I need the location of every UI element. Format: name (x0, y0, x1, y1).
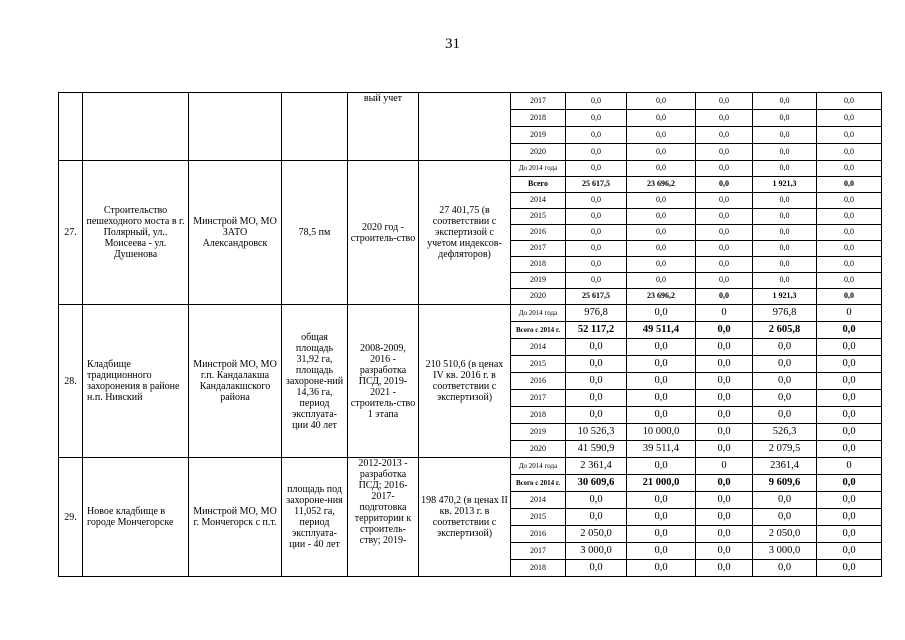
value-cell: 0,0 (696, 543, 753, 560)
year-cell: 2018 (511, 407, 566, 424)
year-cell: Всего с 2014 г. (511, 475, 566, 492)
value-cell: 0,0 (696, 110, 753, 127)
num-cell (59, 93, 83, 161)
value-cell: 0,0 (566, 407, 627, 424)
value-cell: 39 511,4 (627, 441, 696, 458)
value-cell: 0,0 (627, 257, 696, 273)
value-cell: 0,0 (627, 305, 696, 322)
value-cell: 0,0 (753, 560, 817, 577)
year-cell: 2015 (511, 509, 566, 526)
value-cell: 0,0 (817, 273, 882, 289)
value-cell: 0,0 (696, 475, 753, 492)
item-customer: Минстрой МО, МО г.п. Кандалакша Кандалакшского района (189, 305, 282, 458)
value-cell: 0,0 (817, 390, 882, 407)
value-cell: 0,0 (817, 209, 882, 225)
value-cell: 2361,4 (753, 458, 817, 475)
value-cell: 0,0 (817, 257, 882, 273)
value-cell: 0,0 (627, 225, 696, 241)
value-cell: 0,0 (696, 193, 753, 209)
value-cell: 0,0 (817, 110, 882, 127)
item-capacity: общая площадь 31,92 га, площадь захороне-ний 14,36 га, период эксплуата-ции 40 лет (282, 305, 348, 458)
value-cell: 0,0 (753, 492, 817, 509)
page-number: 31 (445, 36, 460, 52)
year-cell: 2020 (511, 144, 566, 161)
value-cell: 0,0 (753, 144, 817, 161)
item-customer: Минстрой МО, МО ЗАТО Александровск (189, 161, 282, 305)
year-cell: 2017 (511, 93, 566, 110)
year-cell: 2017 (511, 543, 566, 560)
value-cell: 0,0 (817, 543, 882, 560)
table-body (59, 93, 882, 577)
value-cell: 0,0 (817, 289, 882, 305)
year-cell: 2016 (511, 225, 566, 241)
value-cell: 0,0 (817, 356, 882, 373)
year-cell: До 2014 года (511, 305, 566, 322)
item-number: 29. (59, 458, 83, 577)
value-cell: 0,0 (566, 356, 627, 373)
capacity-cell (282, 93, 348, 161)
year-cell: Всего с 2014 г. (511, 322, 566, 339)
year-cell: 2017 (511, 390, 566, 407)
value-cell: 0,0 (696, 241, 753, 257)
table-row (59, 161, 882, 177)
value-cell: 0,0 (817, 241, 882, 257)
value-cell: 1 921,3 (753, 177, 817, 193)
value-cell: 2 605,8 (753, 322, 817, 339)
value-cell: 0,0 (817, 407, 882, 424)
year-cell: 2018 (511, 257, 566, 273)
item-name: Новое кладбище в городе Мончегорске (83, 458, 189, 577)
value-cell: 2 050,0 (566, 526, 627, 543)
value-cell: 23 696,2 (627, 289, 696, 305)
value-cell: 0 (817, 305, 882, 322)
value-cell: 0,0 (817, 161, 882, 177)
value-cell: 0,0 (817, 127, 882, 144)
cost-cell (419, 93, 511, 161)
year-cell: 2014 (511, 339, 566, 356)
value-cell: 0,0 (627, 110, 696, 127)
value-cell: 0,0 (753, 127, 817, 144)
value-cell: 0,0 (696, 441, 753, 458)
value-cell: 49 511,4 (627, 322, 696, 339)
item-cost: 198 470,2 (в ценах II кв. 2013 г. в соответствии с экспертизой) (419, 458, 511, 577)
value-cell: 0,0 (696, 225, 753, 241)
item-period: 2008-2009, 2016 - разработка ПСД, 2019-2021 - строитель-ство 1 этапа (348, 305, 419, 458)
value-cell: 0,0 (627, 407, 696, 424)
table-row (59, 93, 882, 110)
investment-table (58, 92, 882, 577)
value-cell: 0,0 (627, 509, 696, 526)
value-cell: 0,0 (696, 526, 753, 543)
value-cell: 25 617,5 (566, 177, 627, 193)
item-cost: 210 510,6 (в ценах IV кв. 2016 г. в соответствии с экспертизой) (419, 305, 511, 458)
item-capacity: 78,5 пм (282, 161, 348, 305)
value-cell: 0,0 (566, 110, 627, 127)
value-cell: 0,0 (696, 93, 753, 110)
value-cell: 0,0 (696, 127, 753, 144)
value-cell: 0,0 (627, 144, 696, 161)
value-cell: 0,0 (696, 322, 753, 339)
value-cell: 0,0 (566, 373, 627, 390)
value-cell: 0,0 (627, 161, 696, 177)
year-cell: До 2014 года (511, 161, 566, 177)
value-cell: 25 617,5 (566, 289, 627, 305)
value-cell: 0,0 (753, 373, 817, 390)
value-cell: 10 526,3 (566, 424, 627, 441)
value-cell: 0,0 (627, 273, 696, 289)
value-cell: 0,0 (566, 161, 627, 177)
value-cell: 0,0 (753, 407, 817, 424)
value-cell: 0,0 (566, 492, 627, 509)
table-row (59, 305, 882, 322)
value-cell: 0,0 (696, 424, 753, 441)
value-cell: 0,0 (627, 193, 696, 209)
value-cell: 23 696,2 (627, 177, 696, 193)
value-cell: 0,0 (817, 441, 882, 458)
value-cell: 0,0 (817, 424, 882, 441)
value-cell: 0,0 (566, 390, 627, 407)
item-capacity: площадь под захороне-ния 11,052 га, период эксплуата-ции - 40 лет (282, 458, 348, 577)
value-cell: 0,0 (566, 93, 627, 110)
value-cell: 0,0 (566, 209, 627, 225)
value-cell: 0,0 (696, 289, 753, 305)
customer-cell (189, 93, 282, 161)
value-cell: 0,0 (627, 93, 696, 110)
value-cell: 0,0 (753, 193, 817, 209)
value-cell: 0,0 (696, 257, 753, 273)
value-cell: 526,3 (753, 424, 817, 441)
value-cell: 0,0 (753, 161, 817, 177)
value-cell: 0,0 (817, 322, 882, 339)
value-cell: 0,0 (696, 509, 753, 526)
value-cell: 0,0 (696, 273, 753, 289)
year-cell: 2015 (511, 356, 566, 373)
value-cell: 0,0 (753, 209, 817, 225)
value-cell: 0 (817, 458, 882, 475)
value-cell: 0,0 (627, 339, 696, 356)
value-cell: 0 (696, 305, 753, 322)
value-cell: 0,0 (696, 373, 753, 390)
value-cell: 0,0 (627, 492, 696, 509)
value-cell: 0,0 (817, 225, 882, 241)
item-number: 27. (59, 161, 83, 305)
value-cell: 0,0 (627, 127, 696, 144)
value-cell: 0,0 (696, 356, 753, 373)
value-cell: 0,0 (817, 492, 882, 509)
value-cell: 2 361,4 (566, 458, 627, 475)
value-cell: 0,0 (627, 560, 696, 577)
item-period: 2020 год - строитель-ство (348, 161, 419, 305)
value-cell: 2 050,0 (753, 526, 817, 543)
value-cell: 0,0 (627, 390, 696, 407)
year-cell: 2014 (511, 193, 566, 209)
item-name: Кладбище традиционного захоронения в районе н.п. Нивский (83, 305, 189, 458)
table-row (59, 458, 882, 475)
year-cell: 2019 (511, 127, 566, 144)
value-cell: 0,0 (753, 241, 817, 257)
value-cell: 0,0 (627, 543, 696, 560)
value-cell: 52 117,2 (566, 322, 627, 339)
value-cell: 0 (696, 458, 753, 475)
value-cell: 0,0 (566, 339, 627, 356)
value-cell: 0,0 (627, 373, 696, 390)
value-cell: 0,0 (696, 144, 753, 161)
value-cell: 0,0 (627, 458, 696, 475)
value-cell: 0,0 (817, 526, 882, 543)
value-cell: 0,0 (696, 177, 753, 193)
value-cell: 9 609,6 (753, 475, 817, 492)
item-cost: 27 401,75 (в соответствии с экспертизой с учетом индексов-дефляторов) (419, 161, 511, 305)
year-cell: 2017 (511, 241, 566, 257)
item-name: Строительство пешеходного моста в г. Полярный, ул.. Моисеева - ул. Душенова (83, 161, 189, 305)
year-cell: 2015 (511, 209, 566, 225)
value-cell: 0,0 (817, 177, 882, 193)
value-cell: 0,0 (696, 492, 753, 509)
value-cell: 0,0 (627, 241, 696, 257)
value-cell: 0,0 (566, 144, 627, 161)
value-cell: 0,0 (566, 193, 627, 209)
year-cell: 2019 (511, 424, 566, 441)
value-cell: 0,0 (566, 257, 627, 273)
value-cell: 0,0 (817, 373, 882, 390)
value-cell: 0,0 (753, 273, 817, 289)
value-cell: 976,8 (753, 305, 817, 322)
value-cell: 976,8 (566, 305, 627, 322)
value-cell: 0,0 (696, 560, 753, 577)
year-cell: 2014 (511, 492, 566, 509)
value-cell: 0,0 (566, 273, 627, 289)
year-cell: 2020 (511, 289, 566, 305)
value-cell: 0,0 (566, 225, 627, 241)
year-cell: 2016 (511, 526, 566, 543)
value-cell: 10 000,0 (627, 424, 696, 441)
item-customer: Минстрой МО, МО г. Мончегорск с п.т. (189, 458, 282, 577)
value-cell: 21 000,0 (627, 475, 696, 492)
value-cell: 0,0 (696, 161, 753, 177)
item-number: 28. (59, 305, 83, 458)
value-cell: 0,0 (753, 390, 817, 407)
value-cell: 0,0 (696, 407, 753, 424)
value-cell: 0,0 (817, 509, 882, 526)
value-cell: 0,0 (817, 93, 882, 110)
value-cell: 30 609,6 (566, 475, 627, 492)
value-cell: 0,0 (627, 209, 696, 225)
value-cell: 0,0 (753, 339, 817, 356)
value-cell: 1 921,3 (753, 289, 817, 305)
value-cell: 0,0 (817, 475, 882, 492)
value-cell: 0,0 (566, 127, 627, 144)
value-cell: 0,0 (696, 390, 753, 407)
year-cell: До 2014 года (511, 458, 566, 475)
value-cell: 0,0 (627, 526, 696, 543)
name-cell (83, 93, 189, 161)
year-cell: 2019 (511, 273, 566, 289)
value-cell: 0,0 (627, 356, 696, 373)
value-cell: 3 000,0 (753, 543, 817, 560)
value-cell: 0,0 (696, 339, 753, 356)
value-cell: 0,0 (753, 110, 817, 127)
item-period: 2012-2013 - разработка ПСД; 2016-2017-подготовка территории к строитель-ству; 2019- (348, 458, 419, 577)
value-cell: 0,0 (753, 225, 817, 241)
value-cell: 0,0 (753, 509, 817, 526)
value-cell: 0,0 (817, 144, 882, 161)
value-cell: 0,0 (696, 209, 753, 225)
period-cell: вый учет (348, 93, 419, 161)
value-cell: 0,0 (753, 93, 817, 110)
value-cell: 0,0 (566, 241, 627, 257)
value-cell: 0,0 (753, 356, 817, 373)
year-cell: Всего (511, 177, 566, 193)
value-cell: 0,0 (566, 560, 627, 577)
year-cell: 2016 (511, 373, 566, 390)
year-cell: 2020 (511, 441, 566, 458)
year-cell: 2018 (511, 110, 566, 127)
year-cell: 2018 (511, 560, 566, 577)
value-cell: 0,0 (817, 193, 882, 209)
value-cell: 41 590,9 (566, 441, 627, 458)
value-cell: 0,0 (566, 509, 627, 526)
value-cell: 2 079,5 (753, 441, 817, 458)
value-cell: 0,0 (817, 339, 882, 356)
value-cell: 0,0 (817, 560, 882, 577)
value-cell: 3 000,0 (566, 543, 627, 560)
value-cell: 0,0 (753, 257, 817, 273)
